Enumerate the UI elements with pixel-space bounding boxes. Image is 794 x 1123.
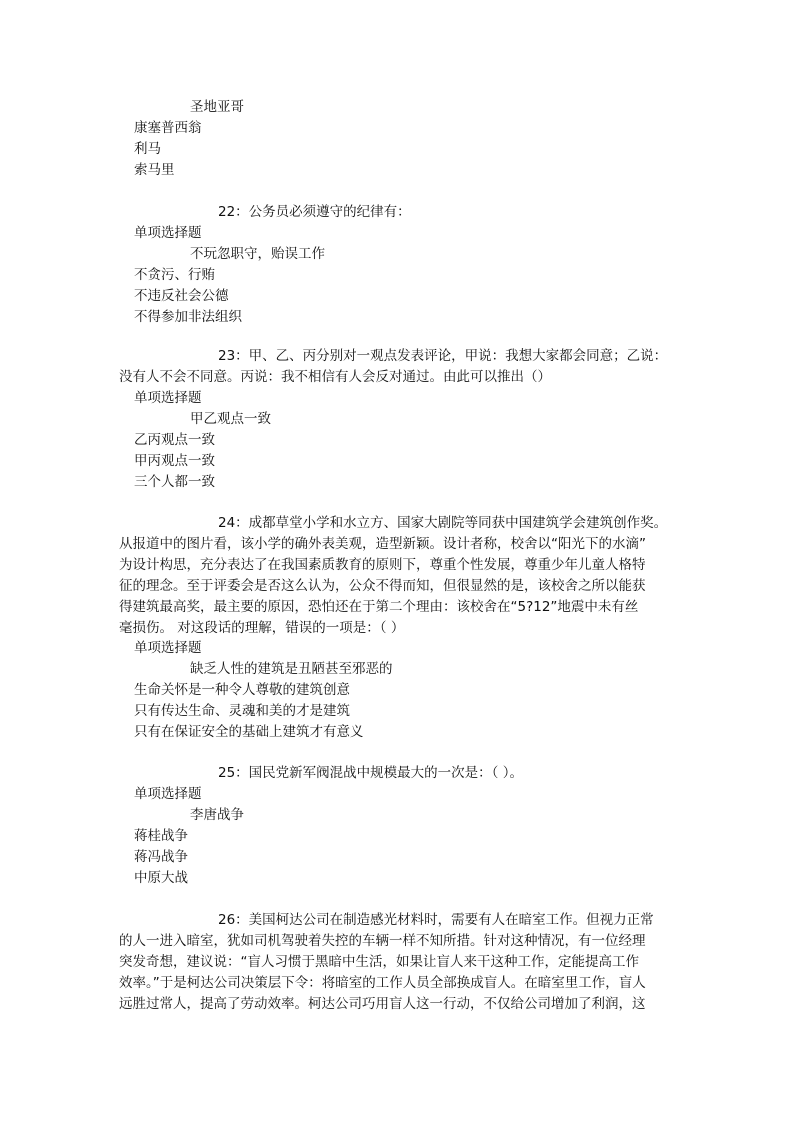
option-line: 生命关怀是一种令人尊敬的建筑创意 [134,682,350,698]
question-25-stem: 25：国民党新军阀混战中规模最大的一次是：（ ）。 [218,765,523,781]
option-line: 李唐战争 [190,807,244,823]
option-line: 不违反社会公德 [134,288,229,304]
option-line: 不得参加非法组织 [134,309,242,325]
option-line: 缺乏人性的建筑是丑陋甚至邪恶的 [190,661,393,677]
option-line: 蒋桂战争 [134,828,188,844]
option-line: 蒋冯战争 [134,849,188,865]
option-line: 不玩忽职守，贻误工作 [190,246,325,262]
option-line: 只有传达生命、灵魂和美的才是建筑 [134,703,350,719]
question-24-stem-line: 为设计构思，充分表达了在我国素质教育的原则下，尊重个性发展，尊重少年儿童人格特 [119,557,646,573]
option-line: 不贪污、行贿 [134,267,215,283]
question-23-stem-line: 没有人不会不同意。丙说：我不相信有人会反对通过。由此可以推出（） [119,369,551,385]
option-line: 三个人都一致 [134,474,215,490]
option-line: 康塞普西翁 [134,120,202,136]
option-line: 甲乙观点一致 [190,411,271,427]
question-26-stem-line: 效率。”于是柯达公司决策层下令：将暗室的工作人员全部换成盲人。在暗室里工作，盲人 [119,975,646,991]
question-26-stem-line: 26：美国柯达公司在制造感光材料时，需要有人在暗室工作。但视力正常 [218,912,654,928]
option-line: 索马里 [134,162,175,178]
question-26-stem-line: 远胜过常人，提高了劳动效率。柯达公司巧用盲人这一行动，不仅给公司增加了利润，这 [119,996,646,1012]
question-23-stem-line: 23：甲、乙、丙分别对一观点发表评论，甲说：我想大家都会同意；乙说： [218,348,668,364]
option-line: 只有在保证安全的基础上建筑才有意义 [134,724,364,740]
question-type-label: 单项选择题 [134,225,202,241]
option-line: 乙丙观点一致 [134,432,215,448]
option-line: 甲丙观点一致 [134,453,215,469]
question-24-stem-line: 从报道中的图片看，该小学的确外表美观，造型新颖。设计者称，校舍以“阳光下的水滴” [119,536,646,552]
question-24-stem-line: 得建筑最高奖，最主要的原因，恐怕还在于第二个理由：该校舍在“5?12”地震中未有丝 [119,599,639,615]
question-26-stem-line: 的人一进入暗室，犹如司机驾驶着失控的车辆一样不知所措。针对这种情况，有一位经理 [119,933,646,949]
option-line: 圣地亚哥 [190,99,244,115]
question-type-label: 单项选择题 [134,640,202,656]
question-type-label: 单项选择题 [134,390,202,406]
option-line: 利马 [134,141,161,157]
question-22-stem: 22：公务员必须遵守的纪律有： [218,204,411,220]
question-24-stem-line: 24：成都草堂小学和水立方、国家大剧院等同获中国建筑学会建筑创作奖。 [218,515,668,531]
question-24-stem-line: 毫损伤。 对这段话的理解，错误的一项是：（ ） [119,620,405,636]
option-line: 中原大战 [134,870,188,886]
question-26-stem-line: 突发奇想，建议说：“盲人习惯于黑暗中生活，如果让盲人来干这种工作，定能提高工作 [119,954,639,970]
question-type-label: 单项选择题 [134,786,202,802]
question-24-stem-line: 征的理念。至于评委会是否这么认为，公众不得而知，但很显然的是，该校舍之所以能获 [119,578,646,594]
